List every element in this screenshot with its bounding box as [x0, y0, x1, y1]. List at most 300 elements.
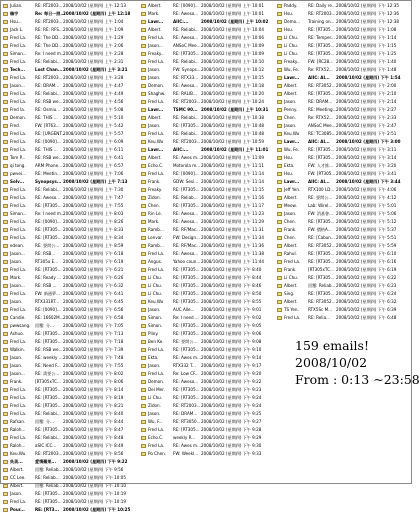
envelope-icon	[277, 76, 282, 80]
email-received: 2008/10/02 (星期四) 下午 1:14	[336, 35, 397, 40]
email-row[interactable]	[3, 306, 139, 314]
email-row[interactable]	[141, 330, 275, 338]
envelope-icon	[3, 468, 8, 472]
envelope-icon	[277, 84, 282, 88]
email-subject: RE: Aweso...	[173, 251, 199, 256]
email-row[interactable]	[141, 298, 275, 306]
email-row[interactable]	[141, 98, 275, 106]
email-received: 2008/10/02 (星期四) 上午 11:23	[201, 211, 264, 216]
email-row[interactable]	[3, 138, 139, 146]
email-received: 2008/10/02 (星期四) 上午 11:38	[201, 251, 264, 256]
email-row[interactable]	[3, 410, 139, 418]
email-received: 2008/10/02 (星期四) 上午 11:16	[201, 195, 264, 200]
email-row[interactable]	[141, 210, 275, 218]
email-sender: Wu, Fe.	[284, 147, 300, 152]
email-row[interactable]	[3, 162, 139, 170]
email-subject: RE: [RT305...	[308, 275, 335, 280]
email-sender: Chen.	[284, 235, 296, 240]
email-received: 2008/10/02 (星期四) 下午 2:14	[336, 99, 397, 104]
email-row[interactable]	[277, 178, 409, 186]
envelope-icon	[277, 180, 282, 184]
email-sender: Jeff Yen.	[284, 187, 301, 192]
envelope-icon	[3, 204, 8, 208]
email-row[interactable]	[277, 66, 409, 74]
email-subject: RE: RT2003...	[173, 403, 201, 408]
email-sender: Jason.	[10, 491, 23, 496]
envelope-icon	[141, 124, 146, 128]
email-row[interactable]	[277, 170, 409, 178]
email-row[interactable]	[141, 242, 275, 250]
email-row[interactable]	[141, 170, 275, 178]
email-row[interactable]	[3, 154, 139, 162]
email-row[interactable]	[3, 74, 139, 82]
email-row[interactable]	[277, 290, 409, 298]
email-row[interactable]	[3, 266, 139, 274]
envelope-icon	[3, 460, 8, 464]
envelope-icon	[141, 284, 146, 288]
email-row[interactable]	[3, 98, 139, 106]
email-row[interactable]	[3, 506, 139, 514]
envelope-icon	[141, 380, 146, 384]
envelope-icon	[3, 124, 8, 128]
email-row[interactable]	[3, 290, 139, 298]
envelope-icon	[277, 156, 282, 160]
email-row[interactable]	[3, 122, 139, 130]
email-sender: LI Chu.	[284, 35, 299, 40]
email-row[interactable]	[277, 26, 409, 34]
envelope-icon	[3, 180, 8, 184]
email-received: 2008/10/02 (星期四) 下午 6:18	[63, 251, 124, 256]
email-sender: Keu.Wu	[284, 131, 300, 136]
email-row[interactable]	[141, 306, 275, 314]
email-received: 2008/10/02 (星期四) 上午 7:47	[63, 195, 124, 200]
email-sender: Keu.Wu	[148, 299, 164, 304]
email-row[interactable]	[277, 210, 409, 218]
email-row[interactable]	[141, 18, 275, 26]
email-row[interactable]	[3, 18, 139, 26]
email-row[interactable]	[141, 178, 275, 186]
email-row[interactable]	[277, 258, 409, 266]
email-row[interactable]	[3, 338, 139, 346]
envelope-icon	[3, 156, 8, 160]
email-row[interactable]	[141, 434, 275, 442]
email-row[interactable]	[141, 218, 275, 226]
email-row[interactable]	[141, 138, 275, 146]
email-row[interactable]	[3, 466, 139, 474]
email-row[interactable]	[141, 66, 275, 74]
envelope-icon	[141, 180, 146, 184]
email-row[interactable]	[277, 42, 409, 50]
email-row[interactable]	[141, 194, 275, 202]
email-subject: RE: [RT305...	[35, 203, 62, 208]
email-row[interactable]	[277, 58, 409, 66]
email-subject: RE: Aweso...	[173, 211, 199, 216]
email-sender: Mark.	[148, 11, 160, 16]
email-row[interactable]	[141, 82, 275, 90]
email-sender: Fred.	[10, 123, 21, 128]
email-subject: RE: Aweso...	[173, 35, 199, 40]
email-row[interactable]	[3, 194, 139, 202]
email-subject: Re: RTX52...	[308, 115, 333, 120]
email-subject: RE: RF/Mac...	[173, 227, 200, 232]
email-row[interactable]	[277, 234, 409, 242]
email-sender: Frank.	[284, 227, 297, 232]
email-row[interactable]	[3, 370, 139, 378]
email-row[interactable]	[141, 162, 275, 170]
email-sender: Jason.	[10, 299, 23, 304]
email-received: 2008/10/02 (星期四) 上午 11:11	[201, 163, 264, 168]
email-row[interactable]	[277, 306, 409, 314]
email-row[interactable]	[3, 26, 139, 34]
email-row[interactable]	[277, 130, 409, 138]
email-row[interactable]	[3, 202, 139, 210]
email-row[interactable]	[141, 426, 275, 434]
email-row[interactable]	[3, 146, 139, 154]
email-row[interactable]	[3, 450, 139, 458]
email-row[interactable]	[3, 474, 139, 482]
envelope-icon	[3, 388, 8, 392]
email-row[interactable]	[141, 42, 275, 50]
envelope-icon	[141, 132, 146, 136]
email-row[interactable]	[277, 282, 409, 290]
email-row[interactable]	[141, 282, 275, 290]
email-row[interactable]	[141, 74, 275, 82]
email-sender: Fred La.	[284, 259, 301, 264]
email-row[interactable]	[3, 378, 139, 386]
envelope-icon	[3, 316, 8, 320]
email-subject: RE: Aweso...	[35, 195, 61, 200]
email-row[interactable]	[141, 90, 275, 98]
email-row[interactable]	[141, 258, 275, 266]
email-row[interactable]	[141, 122, 275, 130]
email-sender: edean.	[10, 243, 25, 248]
email-subject: RE: RT2003...	[308, 11, 336, 16]
email-received: 2008/10/02 (星期四) 上午 11:44	[201, 259, 264, 264]
email-sender: Fred La.	[148, 59, 165, 64]
email-row[interactable]	[141, 362, 275, 370]
email-row[interactable]	[277, 74, 409, 82]
email-row[interactable]	[3, 402, 139, 410]
email-row[interactable]	[141, 386, 275, 394]
email-sender: Frank.	[284, 267, 297, 272]
email-subject: RE: [RT305...	[173, 203, 200, 208]
envelope-icon	[277, 284, 282, 288]
email-sender: Fred La.	[10, 387, 27, 392]
email-row[interactable]	[3, 346, 139, 354]
email-received: 2008/10/02 (星期四) 下午 9:25	[201, 411, 262, 416]
email-sender: TS Yen.	[284, 307, 299, 312]
email-row[interactable]	[3, 354, 139, 362]
email-received: 2008/10/02 (星期四) 下午 9:17	[201, 363, 262, 368]
email-row[interactable]	[3, 330, 139, 338]
email-row[interactable]	[3, 250, 139, 258]
envelope-icon	[141, 332, 146, 336]
email-received: 2008/10/02 (星期四) 上午 8:33	[63, 227, 124, 232]
email-row[interactable]	[141, 322, 275, 330]
email-received: 2008/10/02 (星期四) 下午 6:56	[63, 307, 124, 312]
email-row[interactable]	[3, 442, 139, 450]
email-row[interactable]	[3, 458, 139, 466]
email-row[interactable]	[3, 282, 139, 290]
envelope-icon	[141, 76, 146, 80]
email-subject: RE: [RT305...	[35, 403, 62, 408]
email-row[interactable]	[277, 154, 409, 162]
email-row[interactable]	[3, 58, 139, 66]
email-row[interactable]	[3, 130, 139, 138]
email-row[interactable]	[141, 34, 275, 42]
email-row[interactable]	[141, 130, 275, 138]
email-row[interactable]	[277, 98, 409, 106]
email-row[interactable]	[141, 50, 275, 58]
email-row[interactable]	[141, 266, 275, 274]
email-received: 2008/10/02 (星期四) 下午 5:12	[336, 219, 397, 224]
email-row[interactable]	[141, 370, 275, 378]
email-row[interactable]	[141, 394, 275, 402]
email-subject: RE: Reliabi...	[35, 435, 61, 440]
envelope-icon	[3, 244, 8, 248]
email-row[interactable]	[277, 162, 409, 170]
email-received: 2008/10/02 (星期四) 上午 1:29	[63, 35, 124, 40]
email-row[interactable]	[277, 34, 409, 42]
email-received: 2008/10/02 (星期四) 下午 5:59	[336, 243, 397, 248]
email-row[interactable]	[3, 242, 139, 250]
email-sender: Wu, F...	[148, 419, 163, 424]
email-row[interactable]	[3, 386, 139, 394]
email-row[interactable]	[141, 442, 275, 450]
email-row[interactable]	[141, 2, 275, 10]
email-received: 2008/10/02 (星期四) 下午 3:14	[336, 155, 397, 160]
envelope-icon	[3, 372, 8, 376]
email-received: 2008/10/02 (星期四) 上午 6:11	[63, 147, 124, 152]
email-row[interactable]	[277, 10, 409, 18]
email-received: 2008/10/02 (星期四) 下午 2:10	[336, 91, 397, 96]
email-received: 2008/10/02 (星期四) 上午 8:03	[63, 211, 124, 216]
email-row[interactable]	[141, 290, 275, 298]
email-row[interactable]	[3, 210, 139, 218]
email-row[interactable]	[141, 26, 275, 34]
email-row[interactable]	[277, 106, 409, 114]
email-row[interactable]	[141, 378, 275, 386]
email-received: 2008/10/02 (星期四) 上午 1:09	[63, 27, 124, 32]
email-row[interactable]	[277, 202, 409, 210]
email-row[interactable]	[3, 322, 139, 330]
email-row[interactable]	[277, 50, 409, 58]
email-row[interactable]	[3, 394, 139, 402]
envelope-icon	[3, 332, 8, 336]
email-row[interactable]	[277, 226, 409, 234]
email-row[interactable]	[3, 170, 139, 178]
envelope-icon	[277, 68, 282, 72]
email-subject: Re: I need m...	[35, 211, 65, 216]
envelope-icon	[141, 292, 146, 296]
email-row[interactable]	[3, 106, 139, 114]
email-subject: RE: RT2003...	[173, 99, 201, 104]
email-row[interactable]	[3, 418, 139, 426]
email-row[interactable]	[277, 114, 409, 122]
email-row[interactable]	[277, 314, 409, 322]
email-row[interactable]	[277, 194, 409, 202]
email-row[interactable]	[3, 90, 139, 98]
email-received: 2008/10/02 (星期四) 下午 6:24	[336, 291, 397, 296]
email-subject: RE: THIS ...	[35, 147, 58, 152]
email-row[interactable]	[3, 314, 139, 322]
email-subject: RE: RSB...	[35, 251, 56, 256]
email-row[interactable]	[141, 418, 275, 426]
email-row[interactable]	[141, 314, 275, 322]
email-row[interactable]	[3, 482, 139, 490]
envelope-icon	[3, 28, 8, 32]
email-row[interactable]	[141, 10, 275, 18]
email-subject: RE: Osmiu...	[35, 107, 61, 112]
email-row[interactable]	[3, 2, 139, 10]
email-subject: RE: [0090]...	[173, 171, 199, 176]
email-received: 2008/10/02 (星期四) 上午 10:59	[201, 139, 264, 144]
email-row[interactable]	[141, 114, 275, 122]
email-subject: RE: Temper...	[308, 35, 335, 40]
email-sender: Lawr...	[148, 19, 164, 24]
envelope-icon	[141, 212, 146, 216]
envelope-icon	[141, 276, 146, 280]
email-row[interactable]	[141, 106, 275, 114]
email-row[interactable]	[3, 274, 139, 282]
email-row[interactable]	[3, 42, 139, 50]
envelope-icon	[141, 268, 146, 272]
email-row[interactable]	[141, 202, 275, 210]
email-received: 2008/10/02 (星期四) 上午 12:13	[63, 3, 126, 8]
email-row[interactable]	[277, 250, 409, 258]
email-row[interactable]	[3, 234, 139, 242]
email-sender: Frank.	[148, 179, 161, 184]
email-row[interactable]	[141, 450, 275, 458]
email-row[interactable]	[3, 490, 139, 498]
email-received: 2008/10/02 (星期四) 下午 10:25	[63, 507, 131, 512]
email-row[interactable]	[141, 234, 275, 242]
email-row[interactable]	[141, 226, 275, 234]
email-received: 2008/10/02 (星期四) 下午 6:39	[336, 307, 397, 312]
email-subject: RE: THIS ...	[35, 115, 58, 120]
envelope-icon	[141, 420, 146, 424]
envelope-icon	[3, 444, 8, 448]
email-row[interactable]	[3, 362, 139, 370]
email-row[interactable]	[141, 154, 275, 162]
email-received: 2008/10/02 (星期四) 上午 5:08	[63, 107, 124, 112]
email-row[interactable]	[277, 122, 409, 130]
email-row[interactable]	[3, 434, 139, 442]
email-row[interactable]	[277, 82, 409, 90]
email-row[interactable]	[141, 402, 275, 410]
email-received: 2008/10/02 (星期四) 下午 1:08	[336, 27, 397, 32]
email-received: 2008/10/02 (星期四) 下午 10:05	[63, 475, 126, 480]
email-row[interactable]	[3, 34, 139, 42]
email-row[interactable]	[3, 298, 139, 306]
email-row[interactable]	[277, 2, 409, 10]
email-row[interactable]	[3, 178, 139, 186]
email-row[interactable]	[141, 146, 275, 154]
email-row[interactable]	[3, 426, 139, 434]
envelope-icon	[3, 260, 8, 264]
email-row[interactable]	[3, 186, 139, 194]
email-subject: FW: Design...	[173, 235, 200, 240]
email-row[interactable]	[141, 410, 275, 418]
email-row[interactable]	[277, 274, 409, 282]
email-subject: RE: Aweso...	[173, 219, 199, 224]
email-sender: Lawr...	[284, 179, 300, 184]
envelope-icon	[3, 44, 8, 48]
email-subject: Motorola m...	[173, 163, 201, 168]
email-sender: Albert.	[284, 243, 298, 248]
email-row[interactable]	[3, 50, 139, 58]
email-sender: Lawr...	[148, 107, 164, 112]
email-received: 2008/10/02 (星期四) 下午 9:24	[201, 395, 262, 400]
email-subject: RE: RT2003...	[35, 75, 63, 80]
email-row[interactable]	[141, 274, 275, 282]
email-subject: RE: [RT305...	[173, 427, 200, 432]
email-row[interactable]	[141, 338, 275, 346]
email-subject: RE: [RT305...	[308, 155, 335, 160]
envelope-icon	[141, 68, 146, 72]
email-row[interactable]	[3, 226, 139, 234]
email-sender: Ramb...	[148, 227, 164, 232]
email-received: 2008/10/02 (星期四) 下午 8:21	[63, 403, 124, 408]
email-list-column-3	[277, 2, 409, 322]
email-subject: RE: [RT3...	[35, 507, 60, 512]
email-received: 2008/10/02 (星期四) 上午 6:09	[63, 139, 124, 144]
email-sender: Ben Ke.	[148, 339, 164, 344]
email-sender: Julian.	[10, 3, 23, 8]
envelope-icon	[3, 116, 8, 120]
email-row[interactable]	[277, 242, 409, 250]
email-received: 2008/10/02 (星期四) 上午 10:48	[201, 131, 264, 136]
email-row[interactable]	[3, 218, 139, 226]
envelope-icon	[141, 404, 146, 408]
email-row[interactable]	[141, 250, 275, 258]
email-row[interactable]	[277, 298, 409, 306]
email-row[interactable]	[277, 186, 409, 194]
email-received: 2008/10/02 (星期四) 下午 3:41	[336, 171, 397, 176]
email-sender: Hsu.	[284, 27, 294, 32]
email-sender: Jason...	[148, 43, 163, 48]
email-row[interactable]	[3, 82, 139, 90]
email-row[interactable]	[277, 138, 409, 146]
email-row[interactable]	[277, 90, 409, 98]
email-row[interactable]	[3, 498, 139, 506]
email-row[interactable]	[277, 146, 409, 154]
email-row[interactable]	[3, 114, 139, 122]
email-row[interactable]	[277, 218, 409, 226]
envelope-icon	[277, 228, 282, 232]
email-row[interactable]	[277, 18, 409, 26]
email-row[interactable]	[141, 58, 275, 66]
email-sender: Jack L.	[10, 27, 24, 32]
email-row[interactable]	[141, 186, 275, 194]
email-sender: Lawr...	[148, 147, 164, 152]
email-sender: Wu, Fe.	[284, 67, 300, 72]
email-row[interactable]	[277, 266, 409, 274]
email-sender: Albert.	[148, 115, 162, 120]
email-row[interactable]	[141, 354, 275, 362]
email-subject: RE: 要問公...	[308, 195, 333, 200]
email-sender: Albert.	[284, 83, 298, 88]
email-row[interactable]	[3, 258, 139, 266]
envelope-icon	[3, 476, 8, 480]
email-row[interactable]	[3, 66, 139, 74]
email-sender: Ramb...	[148, 243, 164, 248]
envelope-icon	[277, 60, 282, 64]
email-sender: Lenvar.	[148, 235, 163, 240]
email-row[interactable]	[3, 10, 139, 18]
envelope-icon	[3, 452, 8, 456]
email-row[interactable]	[141, 346, 275, 354]
